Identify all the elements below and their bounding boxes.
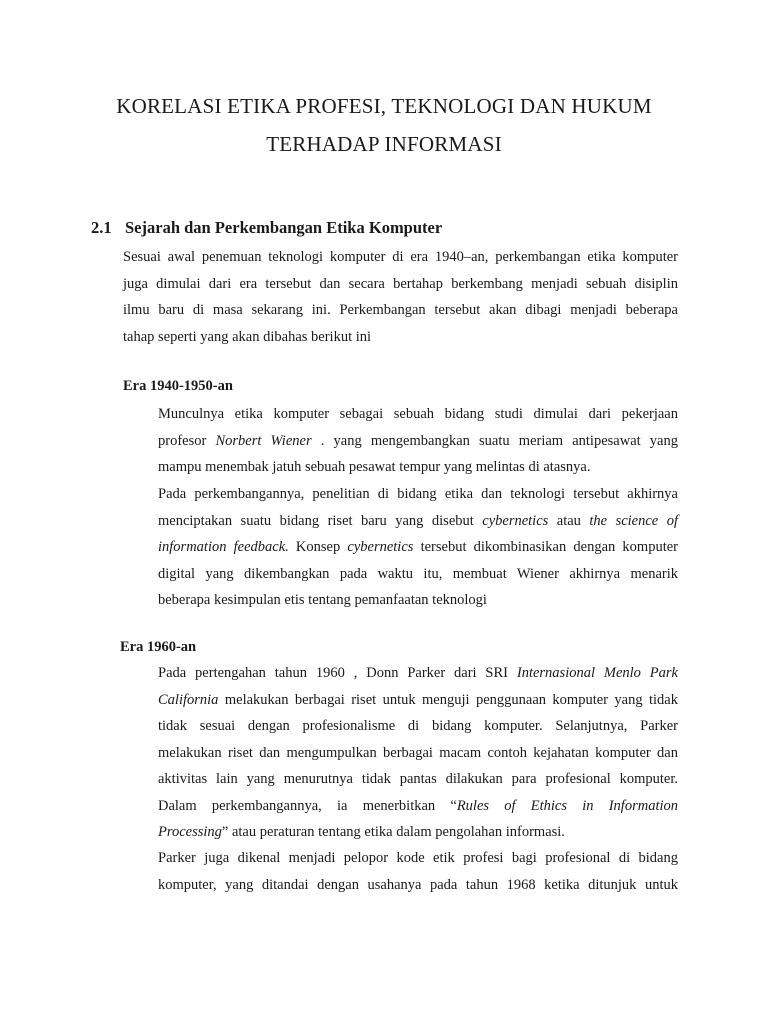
text-line: menciptakan suatu bidang riset baru yang disebut cybernetics atau the science of [158,512,678,529]
text-line: Munculnya etika komputer sebagai sebuah bidang studi dimulai dari pekerjaan [158,406,678,422]
text-line: tidak sesuai dengan profesionalisme di bidang komputer. Selanjutnya, Parker [158,718,678,734]
italic-term: cybernetics [482,512,549,529]
text-line: profesor Norbert Wiener . yang mengembangkan suatu meriam antipesawat yang [158,432,678,449]
text-line: information feedback. Konsep cybernetics tersebut dikombinasikan dengan komputer [158,539,678,555]
text-line: Processing” atau peraturan tentang etika dalam pengolahan informasi. [158,824,565,840]
text-line: digital yang dikembangkan pada waktu itu, membuat Wiener akhirnya menarik [158,565,678,582]
document-title-line-1: KORELASI ETIKA PROFESI, TEKNOLOGI DAN HUKUM [116,94,652,118]
italic-term: cybernetics [347,539,414,555]
italic-term: Rules of Ethics in Information [456,797,679,814]
text-line: mampu menembak jatuh sebuah pesawat tempur yang melintas di atasnya. [158,459,591,475]
section-title: Sejarah dan Perkembangan Etika Komputer [125,218,443,237]
italic-name: California [158,691,219,708]
text-line: juga dimulai dari era tersebut dan secara bertahap berkembang menjadi sebuah disiplin [123,275,678,292]
text-line: komputer, yang ditandai dengan usahanya pada tahun 1968 ketika ditunjuk untuk [158,876,678,893]
era-1940-paragraph-2 [158,481,678,614]
text-line: aktivitas lain yang menurutnya tidak pantas dilakukan para profesional komputer. [158,771,678,787]
era-1940-paragraph-1 [158,401,678,481]
text-line: Dalam perkembangannya, ia menerbitkan “Rules of Ethics in Information [158,797,679,814]
italic-name: Internasional Menlo Park [516,665,678,681]
text-line: Pada perkembangannya, penelitian di bidang etika dan teknologi tersebut akhirnya [158,486,678,502]
italic-term: Processing [158,824,222,840]
text-line: tahap seperti yang akan dibahas berikut ini [123,328,372,345]
section-number: 2.1 [91,218,112,237]
italic-name: Norbert Wiener [215,432,312,449]
document-title-line-2: TERHADAP INFORMASI [266,132,502,156]
era-1960-heading: Era 1960-an [120,639,197,655]
text-line: Pada pertengahan tahun 1960 , Donn Parker dari SRI Internasional Menlo Park [158,665,678,681]
text-line: ilmu baru di masa sekarang ini. Perkembangan tersebut akan dibagi menjadi beberapa [123,302,678,318]
era-1960-paragraph-1 [158,660,678,846]
italic-term: information feedback. [158,539,289,555]
text-line: California melakukan berbagai riset untuk menguji penggunaan komputer yang tidak [158,691,678,708]
text-line: Sesuai awal penemuan teknologi komputer di era 1940–an, perkembangan etika komputer [123,249,678,265]
text-line: beberapa kesimpulan etis tentang pemanfaatan teknologi [158,592,487,608]
text-line: melakukan riset dan mengumpulkan berbagai macam contoh kejahatan komputer dan [158,744,678,761]
section-intro-paragraph [123,244,678,350]
era-1960-paragraph-2 [158,845,678,898]
text-line: Parker juga dikenal menjadi pelopor kode etik profesi bagi profesional di bidang [158,850,678,866]
italic-term: the science of [589,512,678,529]
era-1940-heading: Era 1940-1950-an [123,378,233,394]
section-heading [91,218,442,238]
